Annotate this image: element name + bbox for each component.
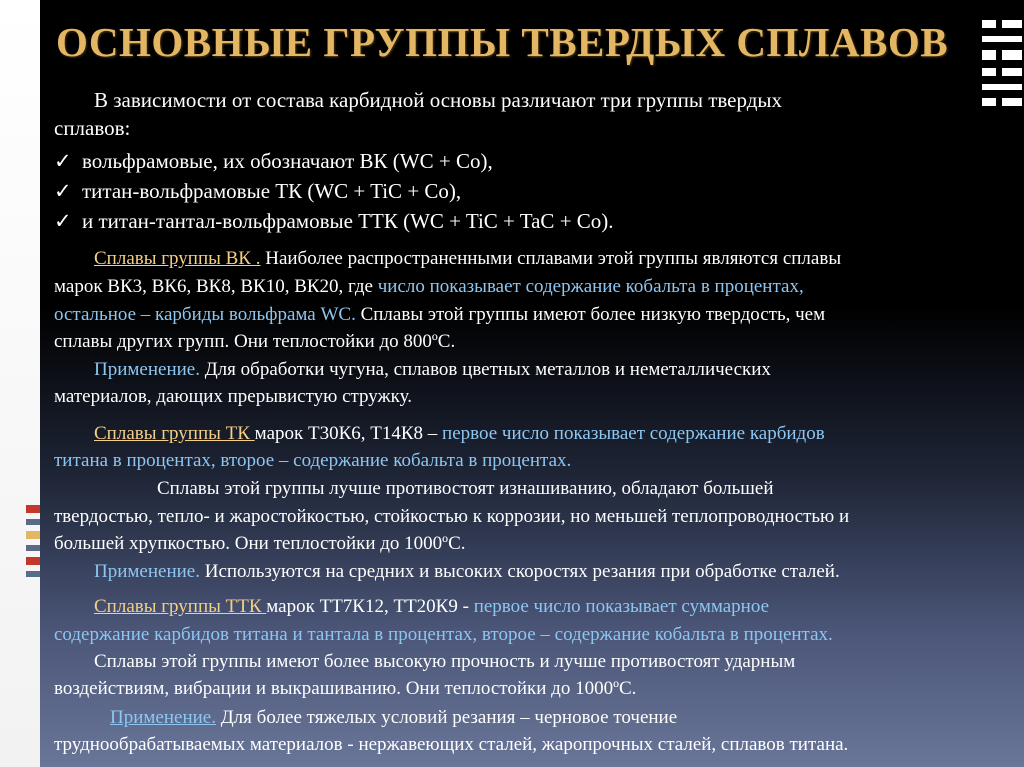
ttk-application: Применение. Для более тяжелых условий резания – черновое точение: [110, 707, 678, 728]
tk-heading: Сплавы группы ТК: [94, 423, 255, 444]
vk-line-3: остальное – карбиды вольфрама WC. Сплавы этой группы имеют более низкую твердость, чем: [54, 304, 826, 325]
list-item: ✓ вольфрамовые, их обозначают ВК (WC + Co),: [54, 149, 493, 173]
ttk-para-1: Сплавы этой группы имеют более высокую прочность и лучше противостоят ударным: [94, 651, 796, 672]
check-icon: ✓: [54, 209, 72, 233]
tk-para-2: твердостью, тепло- и жаростойкостью, стойкостью к коррозии, но меньшей теплопроводностью и: [54, 506, 850, 527]
vk-application: Применение. Для обработки чугуна, сплавов цветных металлов и неметаллических: [94, 359, 771, 380]
tk-para-1: Сплавы этой группы лучше противостоят изнашиванию, обладают большей: [157, 478, 774, 499]
ttk-line-2: содержание карбидов титана и тантала в процентах, второе – содержание кобальта в процентах.: [54, 624, 833, 645]
tk-application: Применение. Используются на средних и высоких скоростях резания при обработке сталей.: [94, 561, 840, 582]
side-decoration: [26, 505, 40, 595]
check-icon: ✓: [54, 149, 72, 173]
vk-application-2: материалов, дающих прерывистую стружку.: [54, 386, 412, 407]
vk-line-1: Сплавы группы ВК . Наиболее распространенными сплавами этой группы являются сплавы: [94, 248, 842, 269]
intro-line-2: сплавов:: [54, 116, 131, 140]
list-item: ✓ и титан-тантал-вольфрамовые ТТК (WC + TiC + TaC + Co).: [54, 209, 614, 233]
vk-line-2: марок ВК3, ВК6, ВК8, ВК10, ВК20, где число показывает содержание кобальта в процентах,: [54, 276, 804, 297]
tk-para-3: большей хрупкостью. Они теплостойки до 1000ºС.: [54, 533, 466, 554]
ttk-para-2: воздействиям, вибрации и выкрашиванию. Они теплостойки до 1000ºС.: [54, 678, 637, 699]
ttk-line-1: Сплавы группы ТТК марок ТТ7К12, ТТ20К9 - первое число показывает суммарное: [94, 596, 770, 617]
intro-line-1: В зависимости от состава карбидной основы различают три группы твердых: [94, 88, 783, 112]
slide-title: ОСНОВНЫЕ ГРУППЫ ТВЕРДЫХ СПЛАВОВ: [56, 19, 949, 65]
ttk-heading: Сплавы группы ТТК: [94, 596, 267, 617]
tk-line-1: Сплавы группы ТК марок Т30К6, Т14К8 – первое число показывает содержание карбидов: [94, 423, 825, 444]
left-border-stripe: [0, 0, 40, 767]
ttk-application-2: труднообрабатываемых материалов - нержавеющих сталей, жаропрочных сталей, сплавов титана.: [54, 734, 849, 755]
vk-heading: Сплавы группы ВК .: [94, 248, 261, 269]
tk-line-2: титана в процентах, второе – содержание кобальта в процентах.: [54, 450, 572, 471]
check-icon: ✓: [54, 179, 72, 203]
vk-line-4: сплавы других групп. Они теплостойки до 800ºС.: [54, 331, 456, 352]
list-item: ✓ титан-вольфрамовые ТК (WC + TiC + Co),: [54, 179, 462, 203]
